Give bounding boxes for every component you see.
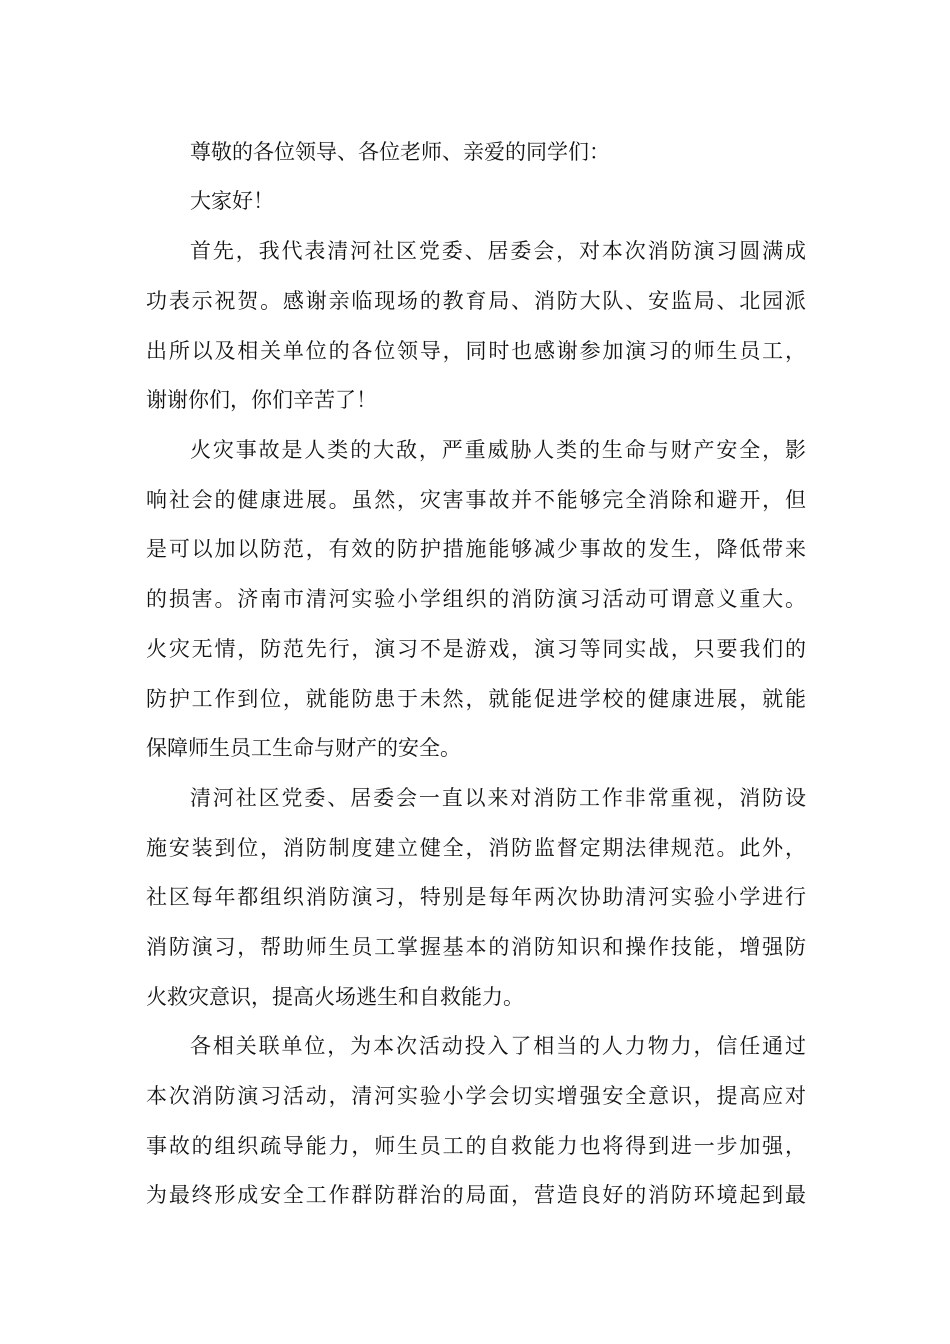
paragraph-1-line-1: 首先，我代表清河社区党委、居委会，对本次消防演习圆满成 <box>190 239 806 263</box>
paragraph-3-line-1: 清河社区党委、居委会一直以来对消防工作非常重视，消防设 <box>190 786 806 810</box>
paragraph-3-line-5: 火救灾意识，提高火场逃生和自救能力。 <box>146 985 524 1009</box>
paragraph-1-line-2: 功表示祝贺。感谢亲临现场的教育局、消防大队、安监局、北园派 <box>146 289 806 313</box>
paragraph-2-line-7: 保障师生员工生命与财产的安全。 <box>146 736 461 760</box>
paragraph-2-line-1: 火灾事故是人类的大敌，严重威胁人类的生命与财产安全，影 <box>190 438 806 462</box>
paragraph-3-line-2: 施安装到位，消防制度建立健全，消防监督定期法律规范。此外， <box>146 836 806 860</box>
paragraph-2-line-6: 防护工作到位，就能防患于未然，就能促进学校的健康进展，就能 <box>146 687 806 711</box>
paragraph-2-line-5: 火灾无情，防范先行，演习不是游戏，演习等同实战，只要我们的 <box>146 637 806 661</box>
paragraph-2-line-3: 是可以加以防范，有效的防护措施能够减少事故的发生，降低带来 <box>146 537 806 561</box>
paragraph-3-line-3: 社区每年都组织消防演习，特别是每年两次协助清河实验小学进行 <box>146 885 806 909</box>
salutation: 尊敬的各位领导、各位老师、亲爱的同学们： <box>190 140 610 164</box>
paragraph-4-line-3: 事故的组织疏导能力，师生员工的自救能力也将得到进一步加强， <box>146 1134 806 1158</box>
paragraph-3-line-4: 消防演习，帮助师生员工掌握基本的消防知识和操作技能，增强防 <box>146 935 806 959</box>
paragraph-1-line-3: 出所以及相关单位的各位领导，同时也感谢参加演习的师生员工， <box>146 339 806 363</box>
paragraph-2-line-4: 的损害。济南市清河实验小学组织的消防演习活动可谓意义重大。 <box>146 587 806 611</box>
greeting: 大家好！ <box>190 189 274 213</box>
paragraph-4-line-2: 本次消防演习活动，清河实验小学会切实增强安全意识，提高应对 <box>146 1084 806 1108</box>
paragraph-4-line-1: 各相关联单位，为本次活动投入了相当的人力物力，信任通过 <box>190 1034 806 1058</box>
paragraph-1-line-4: 谢谢你们，你们辛苦了！ <box>146 388 377 412</box>
paragraph-4-line-4: 为最终形成安全工作群防群治的局面，营造良好的消防环境起到最 <box>146 1183 806 1207</box>
paragraph-2-line-2: 响社会的健康进展。虽然，灾害事故并不能够完全消除和避开，但 <box>146 488 806 512</box>
